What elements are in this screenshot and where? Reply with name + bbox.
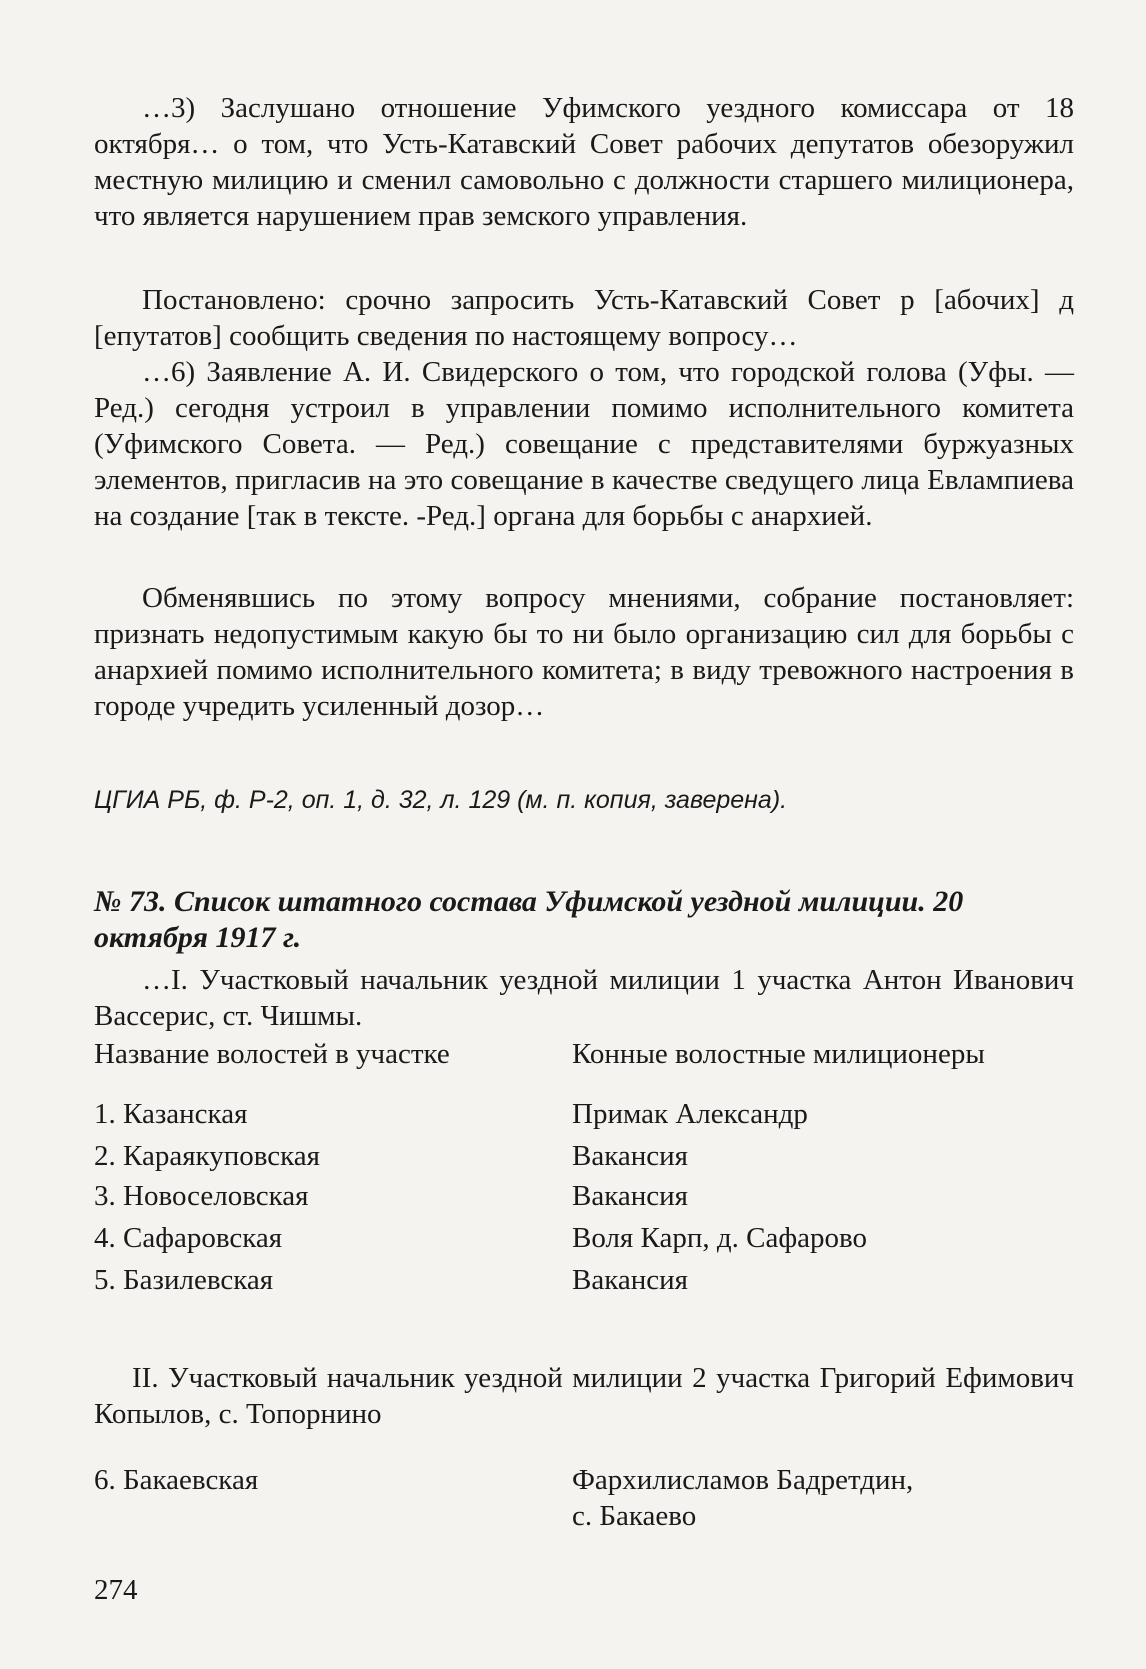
militia-name: Примак Александр bbox=[572, 1098, 808, 1130]
volost-name: 1. Казанская bbox=[94, 1098, 248, 1130]
paragraph-item-6: …6) Заявление А. И. Свидерского о том, что городской голова (Уфы. — Ред.) сегодня устроил в управлении помимо исполнительного комитета (Уфимского Совета. — Ред.) совещание с представителями буржуазных элементов, пригласив на это совещание в качестве сведущего лица Евлампиева на создание [так в тексте. -Ред.] органа для борьбы с анархией. bbox=[94, 356, 1074, 532]
volost-name: 4. Сафаровская bbox=[94, 1222, 283, 1254]
document-title: № 73. Список штатного состава Уфимской уездной милиции. 20 октября 1917 г. bbox=[94, 885, 964, 954]
page-number: 274 bbox=[94, 1574, 138, 1606]
militia-name: Вакансия bbox=[572, 1180, 688, 1212]
militia-location-line: с. Бакаево bbox=[572, 1500, 697, 1532]
volost-name: 6. Бакаевская bbox=[94, 1464, 259, 1496]
militia-name: Вакансия bbox=[572, 1140, 688, 1172]
militia-name bbox=[572, 1462, 1074, 1534]
volost-name: 3. Новоселовская bbox=[94, 1180, 309, 1212]
volost-name: 2. Караякуповская bbox=[94, 1140, 320, 1172]
section1-intro: …I. Участковый начальник уездной милиции 1 участка Антон Иванович Вассерис, ст. Чишмы. bbox=[94, 964, 1074, 1032]
paragraph-item-3: …3) Заслушано отношение Уфимского уездного комиссара от 18 октября… о том, что Усть-Катавский Совет рабочих депутатов обезоружил местную милицию и сменил самовольно с должности старшего милиционера, что является нарушением прав земского управления. bbox=[94, 92, 1074, 232]
militia-name: Воля Карп, д. Сафарово bbox=[572, 1222, 867, 1254]
militia-name-line: Фархилисламов Бадретдин, bbox=[572, 1464, 914, 1496]
paragraph-decision: Обменявшись по этому вопросу мнениями, собрание постановляет: признать недопустимым какую бы то ни было организацию сил для борьбы с анархией помимо исполнительного комитета; в виду тревожного настроения в городе учредить усиленный дозор… bbox=[94, 582, 1074, 722]
header-militia: Конные волостные милиционеры bbox=[572, 1038, 985, 1070]
header-volosts: Название волостей в участке bbox=[94, 1038, 450, 1070]
paragraph-resolution: Постановлено: срочно запросить Усть-Катавский Совет р [абочих] д [епутатов] сообщить сведения по настоящему вопросу… bbox=[94, 284, 1074, 352]
archive-source: ЦГИА РБ, ф. Р-2, оп. 1, д. 32, л. 129 (м. п. копия, заверена). bbox=[94, 786, 788, 814]
militia-name: Вакансия bbox=[572, 1264, 688, 1296]
volost-name: 5. Базилевская bbox=[94, 1264, 274, 1296]
section2-intro: II. Участковый начальник уездной милиции 2 участка Григорий Ефимович Копылов, с. Топорнино bbox=[94, 1362, 1074, 1430]
